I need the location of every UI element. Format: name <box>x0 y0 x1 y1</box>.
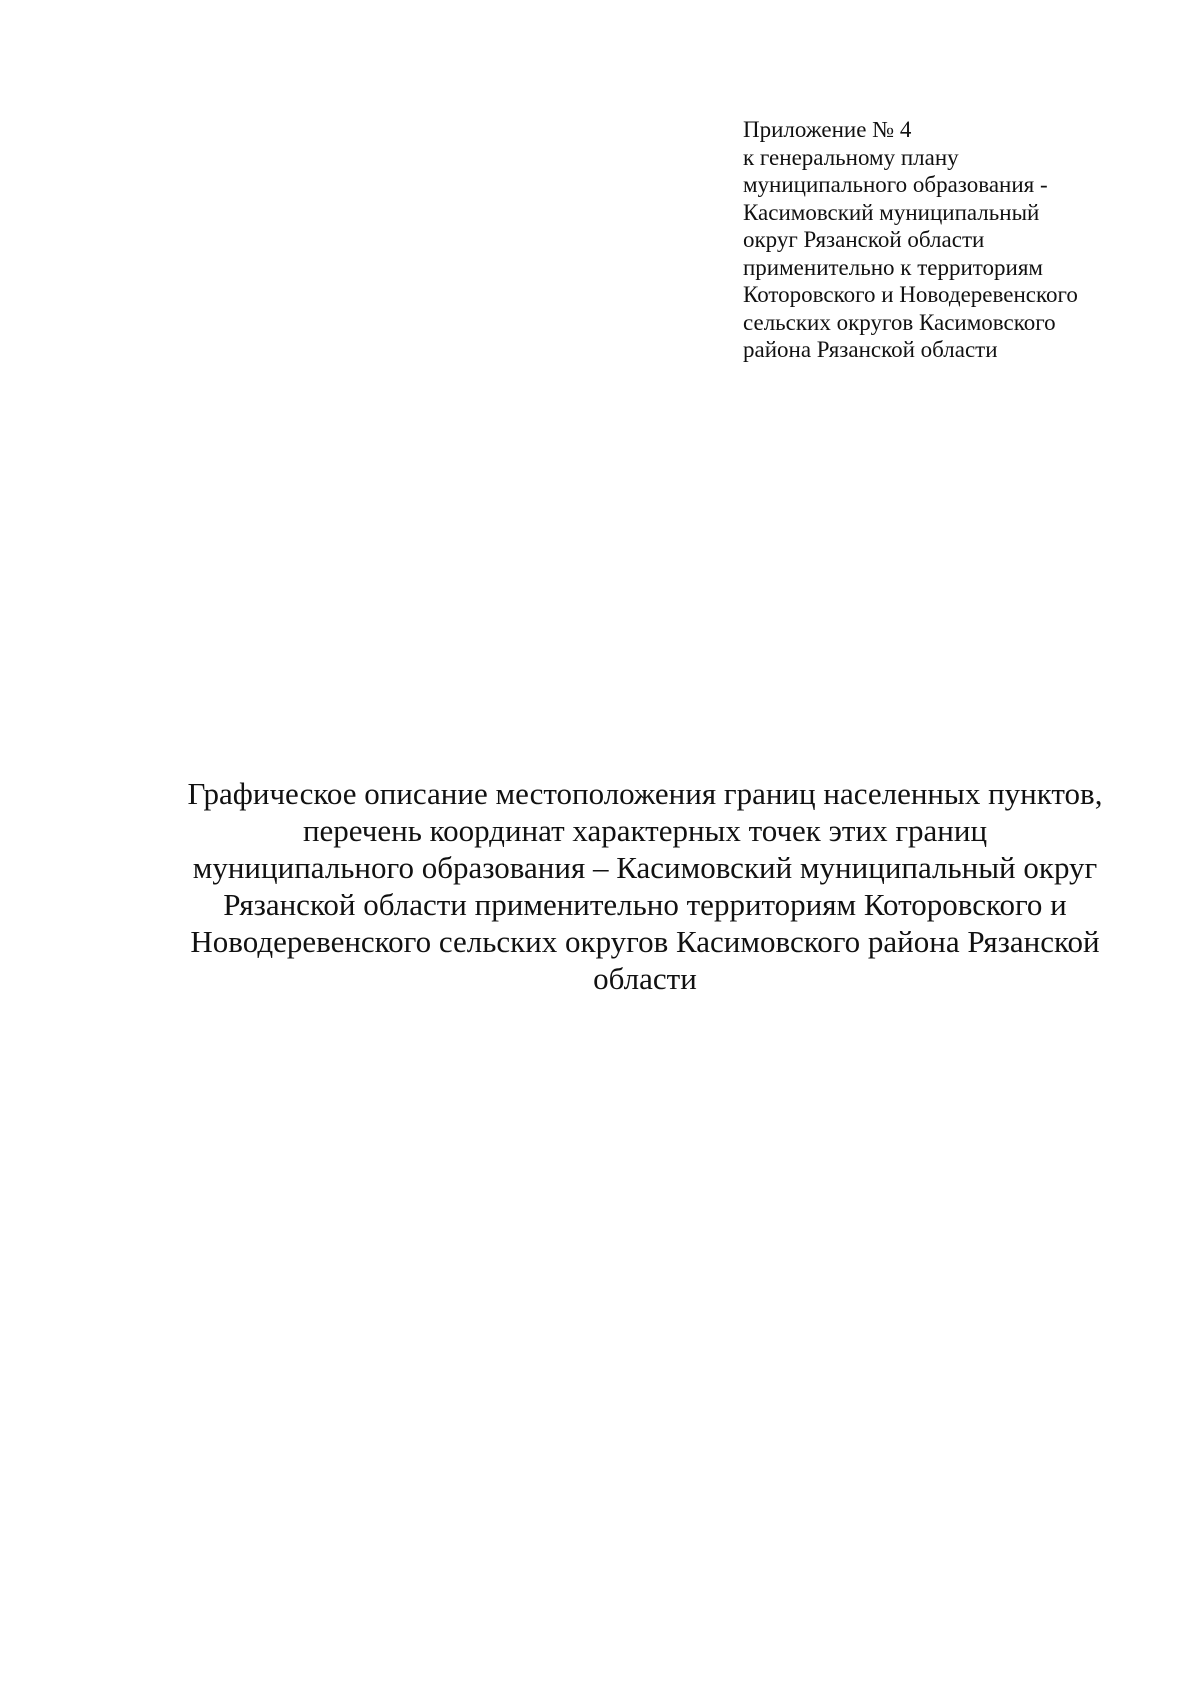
document-title <box>100 775 1190 997</box>
title-line: Новодеревенского сельских округов Касимовского района Рязанской <box>190 924 1100 959</box>
appendix-line: Приложение № 4 <box>743 117 912 142</box>
appendix-header <box>743 116 1163 364</box>
appendix-line: применительно к территориям <box>743 254 1043 280</box>
appendix-line: Касимовский муниципальный <box>743 199 1040 225</box>
appendix-line: сельских округов Касимовского <box>743 309 1056 335</box>
appendix-line: муниципального образования - <box>743 172 1048 197</box>
title-line: Рязанской области применительно территориям Которовского и <box>223 887 1067 922</box>
appendix-line: Которовского и Новодеревенского <box>743 282 1078 307</box>
title-line: области <box>593 961 697 996</box>
title-line: Графическое описание местоположения границ населенных пунктов, <box>187 776 1103 811</box>
appendix-line: округ Рязанской области <box>743 227 985 252</box>
appendix-line: района Рязанской области <box>743 337 998 362</box>
title-line: муниципального образования – Касимовский муниципальный округ <box>192 850 1098 885</box>
title-line: перечень координат характерных точек этих границ <box>302 813 988 848</box>
appendix-line: к генеральному плану <box>743 144 959 170</box>
